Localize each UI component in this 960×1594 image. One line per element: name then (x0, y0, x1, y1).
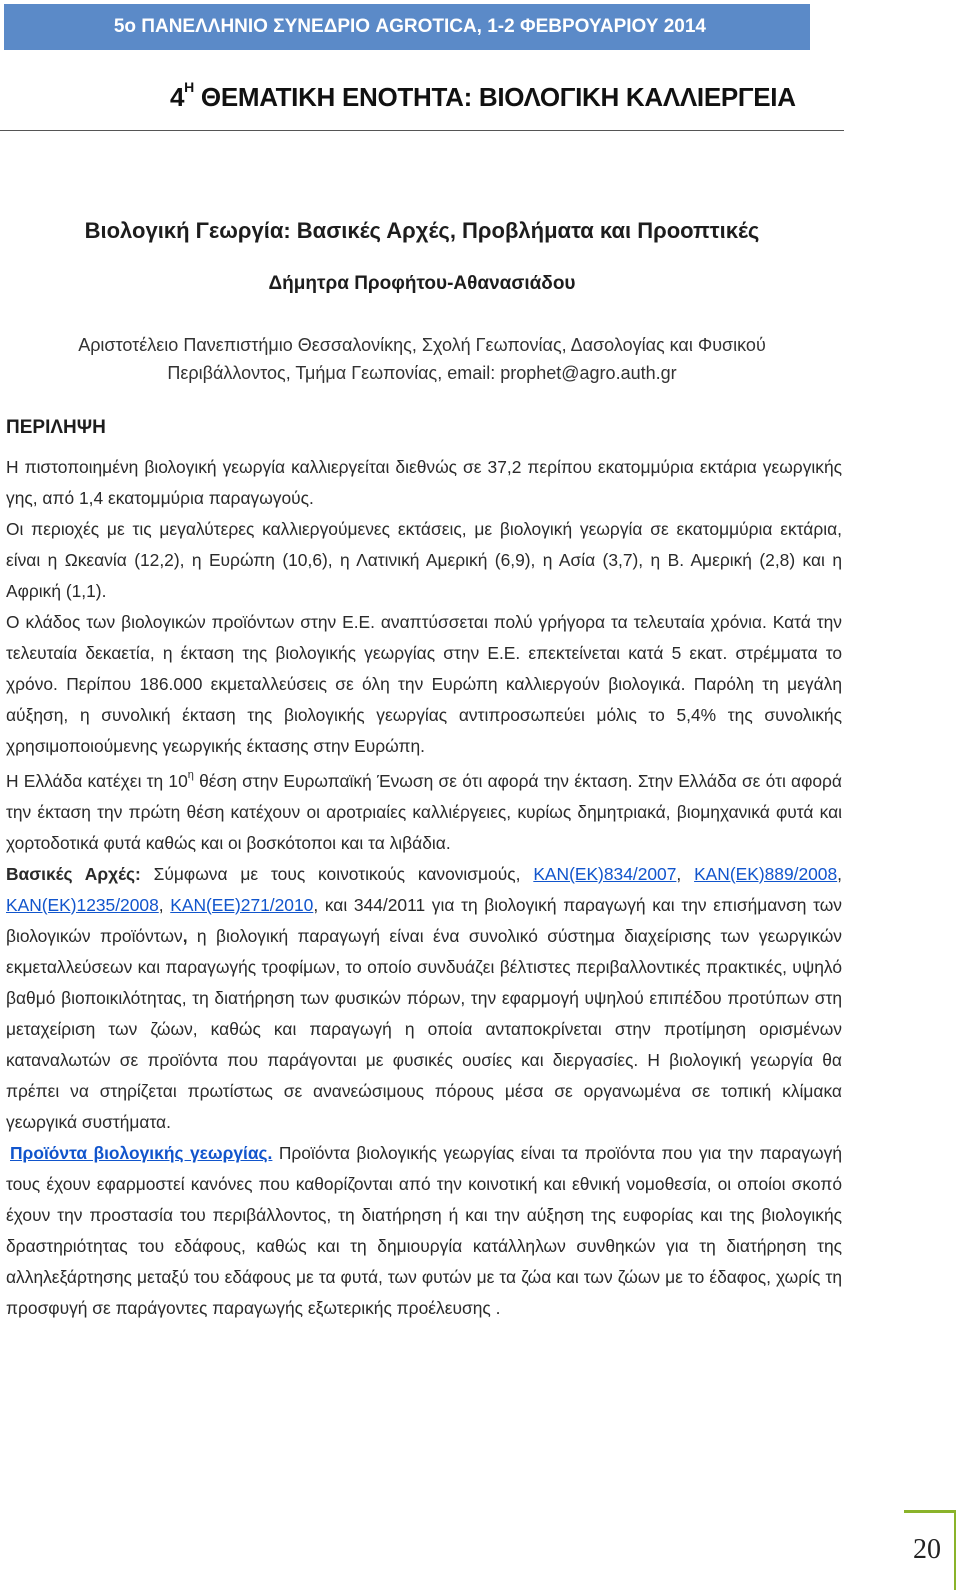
paper-title: Βιολογική Γεωργία: Βασικές Αρχές, Προβλήματα και Προοπτικές (84, 218, 760, 243)
page-number: 20 (913, 1534, 941, 1565)
p5-mid: , και 344/2011 για τη βιολογική παραγωγή και την επισήμανση των βιολογικών προϊόντων (6, 894, 842, 946)
p4-text-a: Η Ελλάδα κατέχει τη 10 (6, 770, 188, 791)
principles-label: Βασικές Αρχές: (6, 863, 141, 884)
p5-sep-1: , (676, 863, 695, 884)
abstract-paragraph-1: Η πιστοποιημένη βιολογική γεωργία καλλιεργείται διεθνώς σε 37,2 περίπου εκατομμύρια εκτάρια γεωργικής γης, από 1,4 εκατομμύρια παραγωγούς. (6, 457, 842, 508)
regulation-link-271-2010[interactable]: ΚΑΝ(ΕΕ)271/2010 (170, 894, 314, 915)
page-number-box (904, 1510, 956, 1590)
abstract-paragraph-4 (6, 762, 842, 859)
p5-sep-3: , (158, 894, 171, 915)
p6-rest: Προϊόντα βιολογικής γεωργίας είναι τα προϊόντα που για την παραγωγή τους έχουν εφαρμοστεί κανόνες που καθορίζονται από την κοινοτική και εθνική νομοθεσία, οι οποίοι σκοπό έχουν την προστασία του περιβάλλοντος, τη διατήρηση ή και την αύξηση της ευφορίας και της βιολογικής δραστηριότητας του εδάφους, καθώς και τη δημιουργία κατάλληλων συνθηκών για τη διατήρηση της αλληλεξάρτησης μεταξύ του εδάφους με τα φυτά, των φυτών με τα ζώα και των ζώων με το έδαφος, χωρίς τη προσφυγή σε παράγοντες παραγωγής εξωτερικής προέλευσης . (6, 1142, 842, 1318)
affiliation-line-1: Αριστοτέλειο Πανεπιστήμιο Θεσσαλονίκης, Σχολή Γεωπονίας, Δασολογίας και Φυσικού (78, 335, 766, 355)
abstract-paragraph-6 (6, 1138, 842, 1324)
abstract-paragraph-3: Ο κλάδος των βιολογικών προϊόντων στην Ε.Ε. αναπτύσσεται πολύ γρήγορα τα τελευταία χρόνια. Κατά την τελευταία δεκαετία, η έκταση της βιολογικής γεωργίας στην Ε.Ε. επεκτείνεται κατά 5 εκατ. στρέμματα το χρόνο. Περίπου 186.000 εκμεταλλεύσεις σε όλη την Ευρώπη καλλιεργούν βιολογικά. Παρόλη τη μεγάλη αύξηση, η συνολική έκταση της βιολογικής γεωργίας αντιπροσωπεύει μόλις το 5,4% της συνολικής χρησιμοποιούμενης γεωργικής έκτασης στην Ευρώπη. (6, 612, 842, 756)
p4-superscript: η (187, 769, 194, 781)
page-accent-bar (904, 1510, 956, 1513)
p5-sep-2: , (837, 863, 842, 884)
regulation-link-834-2007[interactable]: ΚΑΝ(ΕΚ)834/2007 (533, 863, 677, 884)
regulation-link-889-2008[interactable]: ΚΑΝ(ΕΚ)889/2008 (694, 863, 838, 884)
author-name: Δήμητρα Προφήτου-Αθανασιάδου (268, 273, 576, 294)
section-title: ΘΕΜΑΤΙΚΗ ΕΝΟΤΗΤΑ: ΒΙΟΛΟΓΙΚΗ ΚΑΛΛΙΕΡΓΕΙΑ (200, 82, 796, 112)
p5-intro: Σύμφωνα με τους κοινοτικούς κανονισμούς, (140, 863, 534, 884)
section-divider (0, 130, 844, 131)
p5-comma: , (182, 925, 188, 946)
affiliation (0, 331, 844, 387)
conference-banner (4, 4, 810, 50)
abstract-paragraph-5 (6, 859, 842, 1138)
page-accent-line (954, 1510, 956, 1590)
organic-products-link[interactable]: Προϊόντα βιολογικής γεωργίας. (10, 1142, 273, 1163)
affiliation-line-2: Περιβάλλοντος, Τμήμα Γεωπονίας, email: prophet@agro.auth.gr (167, 363, 677, 383)
abstract-paragraph-2: Οι περιοχές με τις μεγαλύτερες καλλιεργούμενες εκτάσεις, με βιολογική γεωργία σε εκατομμύρια εκτάρια, είναι η Ωκεανία (12,2), η Ευρώπη (10,6), η Λατινική Αμερική (6,9), η Ασία (3,7), η Β. Αμερική (2,8) και η Αφρική (1,1). (6, 519, 842, 601)
section-number: 4 (170, 82, 185, 112)
conference-title: 5ο ΠΑΝΕΛΛΗΝΙΟ ΣΥΝΕΔΡΙΟ AGROTICA, 1-2 ΦΕΒΡΟΥΑΡΙΟΥ 2014 (113, 16, 706, 37)
abstract-heading: ΠΕΡΙΛΗΨΗ (6, 417, 106, 438)
p4-text-b: θέση στην Ευρωπαϊκή Ένωση σε ότι αφορά την έκταση. Στην Ελλάδα σε ότι αφορά την έκταση την πρώτη θέση κατέχουν οι αροτριαίες καλλιέργειες, κυρίως δημητριακά, βιομηχανικά φυτά και χορτοδοτικά φυτά καθώς και οι βοσκότοποι και τα λιβάδια. (6, 770, 842, 853)
p5-rest: η βιολογική παραγωγή είναι ένα συνολικό σύστημα διαχείρισης των γεωργικών εκμεταλλεύσεων και παραγωγής τροφίμων, το οποίο συνδυάζει βέλτιστες περιβαλλοντικές πρακτικές, υψηλό βαθμό βιοποικιλότητας, τη διατήρηση των φυσικών πόρων, την εφαρμογή υψηλού επιπέδου προτύπων στη μεταχείριση των ζώων, καθώς και παραγωγή η οποία ανταποκρίνεται στην προτίμηση ορισμένων καταναλωτών σε προϊόντα που παράγονται με φυσικές ουσίες και διεργασίες. Η βιολογική γεωργία θα πρέπει να στηρίζεται πρωτίστως σε ανανεώσιμους πόρους μέσα σε οργανωμένα σε τοπική κλίμακα γεωργικά συστήματα. (6, 925, 842, 1132)
section-superscript: Η (184, 79, 194, 96)
section-heading (170, 79, 796, 113)
regulation-link-1235-2008[interactable]: ΚΑΝ(ΕΚ)1235/2008 (6, 894, 159, 915)
abstract-body (6, 452, 842, 1324)
